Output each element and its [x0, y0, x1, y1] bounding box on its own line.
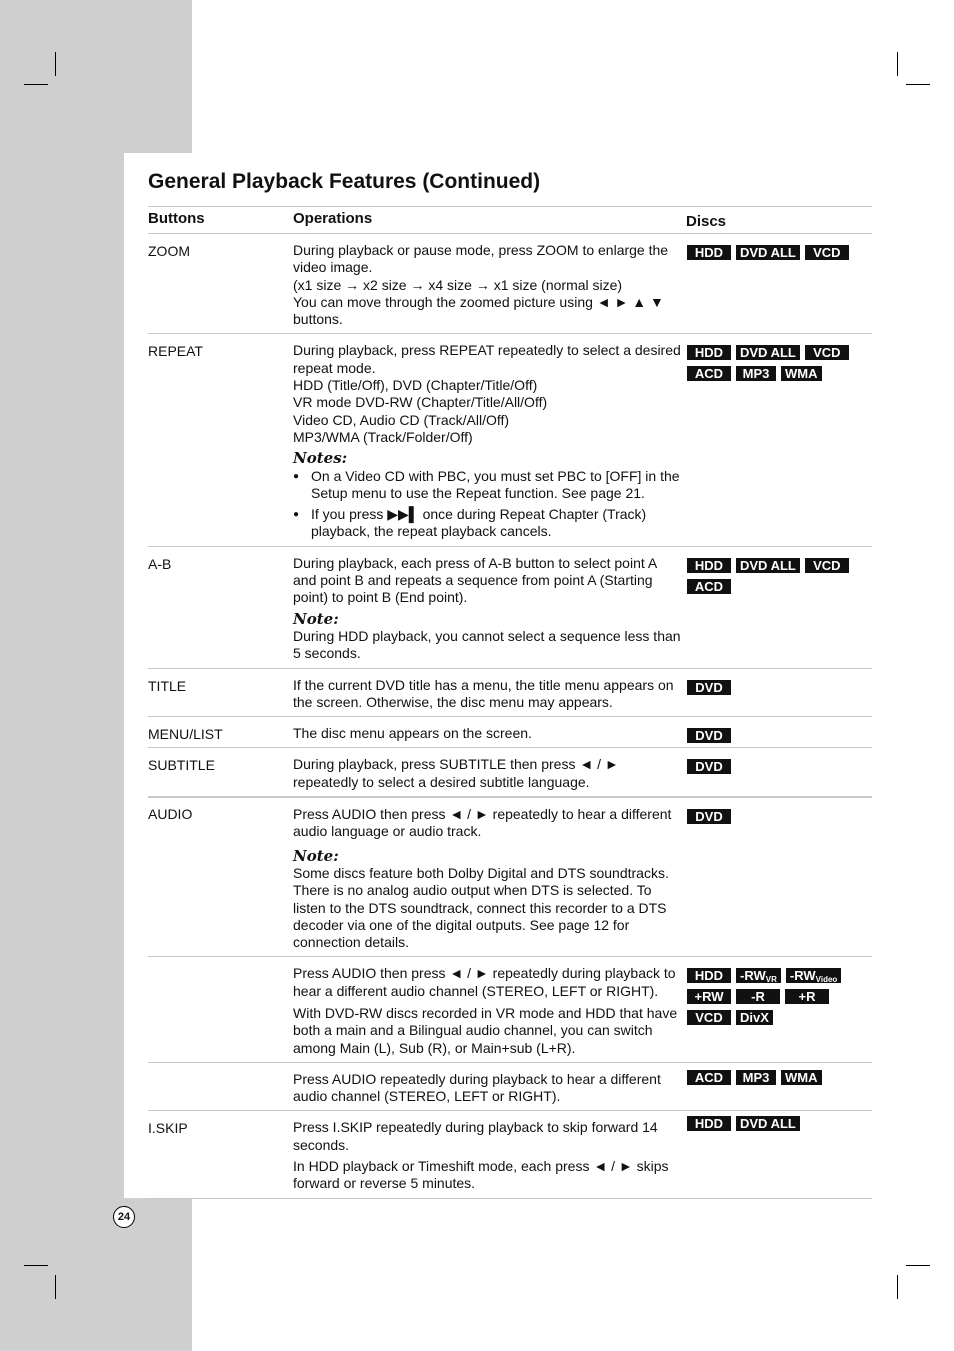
badge-subscript: Video	[815, 975, 838, 985]
disc-badges	[687, 558, 872, 600]
button-name: I.SKIP	[148, 1120, 188, 1137]
disc-badge-vcd: VCD	[687, 1010, 731, 1025]
operation-text: If the current DVD title has a menu, the title menu appears on the screen. Otherwise, the disc menu may appears.	[293, 676, 674, 710]
operation-cell	[293, 1111, 681, 1197]
crop-mark	[906, 1265, 930, 1266]
disc-badge: HDD	[687, 345, 731, 360]
header-discs: Discs	[686, 213, 727, 230]
button-name: ZOOM	[148, 243, 190, 259]
page-margin-left	[0, 153, 124, 1198]
table-row-ab	[148, 547, 872, 669]
note-heading: Note:	[293, 846, 339, 865]
operation-text: With DVD-RW discs recorded in VR mode and HDD that have both a main and a Bilingual audio channel, you can switch among Main (L), Sub (R), or Main+sub (L+R).	[293, 1004, 678, 1056]
disc-badge: WMA	[781, 1070, 822, 1085]
operation-cell	[293, 1063, 681, 1111]
disc-badge: ACD	[687, 579, 731, 594]
badge-subscript: VR	[765, 975, 777, 985]
disc-badge: WMA	[781, 366, 822, 381]
crop-mark	[897, 1275, 898, 1299]
page-margin-bottom	[0, 1198, 192, 1351]
badge-text: -RW	[789, 968, 816, 984]
disc-badges	[687, 680, 872, 701]
operation-text: MP3/WMA (Track/Folder/Off)	[293, 428, 473, 445]
disc-badge: DVD ALL	[736, 345, 800, 360]
operation-cell	[293, 748, 681, 796]
table-row-repeat	[148, 334, 872, 546]
operation-text: Press AUDIO repeatedly during playback to hear a different audio channel (STEREO, LEFT or RIGHT).	[293, 1070, 661, 1105]
audio-section-dvd	[148, 797, 872, 956]
disc-badge-rw-video	[786, 968, 841, 983]
button-name: SUBTITLE	[148, 757, 215, 774]
button-name: AUDIO	[148, 806, 193, 823]
operation-cell	[293, 798, 681, 956]
disc-badge: MP3	[736, 1070, 776, 1085]
operation-text: You can move through the zoomed picture using ◄ ► ▲ ▼ buttons.	[293, 293, 664, 328]
crop-mark	[906, 84, 930, 85]
crop-mark	[55, 52, 56, 76]
table-row-iskip	[148, 1111, 872, 1198]
operation-cell	[293, 669, 681, 717]
button-name: MENU/LIST	[148, 726, 223, 743]
operation-text: VR mode DVD-RW (Chapter/Title/All/Off)	[293, 394, 548, 411]
disc-badge: ACD	[687, 366, 731, 381]
disc-badge-plus-r: +R	[785, 989, 829, 1004]
disc-badges	[687, 968, 872, 1031]
page-number: 24	[113, 1206, 135, 1228]
disc-badge: ACD	[687, 1070, 731, 1085]
header-operations: Operations	[293, 210, 373, 227]
disc-badge-plus-rw: +RW	[687, 989, 731, 1004]
button-name: REPEAT	[148, 343, 203, 360]
note-text: During HDD playback, you cannot select a sequence less than 5 seconds.	[293, 627, 681, 662]
disc-badge: DVD ALL	[736, 1116, 800, 1131]
header-buttons: Buttons	[148, 210, 205, 227]
operation-cell	[293, 957, 681, 1061]
operation-cell	[293, 234, 681, 333]
notes-list	[293, 468, 681, 541]
crop-mark	[24, 84, 48, 85]
disc-badge: DVD ALL	[736, 558, 800, 573]
disc-badge: VCD	[805, 345, 849, 360]
operation-text: The disc menu appears on the screen.	[293, 725, 532, 742]
disc-badge-hdd: HDD	[687, 968, 731, 983]
disc-badges	[687, 728, 872, 749]
table-row-subtitle	[148, 748, 872, 797]
disc-badge: DVD ALL	[736, 245, 800, 260]
operation-text: Video CD, Audio CD (Track/All/Off)	[293, 411, 510, 428]
operation-text: During playback, each press of A-B button to select point A and point B and repeats a sequence from point A (Starting point) to point B (End point).	[293, 554, 657, 606]
table-header	[148, 207, 872, 234]
operation-text: During playback, press SUBTITLE then press ◄ / ► repeatedly to select a desired subtitle language.	[293, 756, 619, 790]
disc-badge: HDD	[687, 558, 731, 573]
page-title: General Playback Features (Continued)	[148, 170, 541, 193]
disc-badge: VCD	[805, 558, 849, 573]
disc-badge: DVD	[687, 680, 731, 695]
disc-badge: HDD	[687, 1116, 731, 1131]
button-name: A-B	[148, 555, 172, 572]
disc-badge-rw-vr	[736, 968, 781, 983]
table-row-title	[148, 669, 872, 718]
button-name: TITLE	[148, 677, 187, 694]
crop-mark	[897, 52, 898, 76]
audio-section-channel	[148, 956, 872, 1061]
disc-badge: DVD	[687, 759, 731, 774]
disc-badge-divx: DivX	[736, 1010, 773, 1025]
disc-badges	[687, 245, 872, 266]
operation-text: Press AUDIO then press ◄ / ► repeatedly during playback to hear a different audio channel (STEREO, LEFT or RIGHT).	[293, 965, 676, 999]
disc-badge: HDD	[687, 245, 731, 260]
disc-badges	[687, 809, 872, 830]
disc-badge: DVD	[687, 809, 731, 824]
crop-mark	[24, 1265, 48, 1266]
disc-badges	[687, 345, 872, 387]
operation-cell	[293, 334, 681, 545]
operation-text: HDD (Title/Off), DVD (Chapter/Title/Off)	[293, 377, 538, 394]
operation-text: (x1 size → x2 size → x4 size → x1 size (normal size)	[293, 276, 623, 293]
disc-badges	[687, 1116, 872, 1137]
operation-text: During playback, press REPEAT repeatedly to select a desired repeat mode.	[293, 342, 681, 376]
disc-badges	[687, 759, 872, 780]
disc-badges	[687, 1070, 872, 1091]
operation-text: During playback or pause mode, press ZOOM to enlarge the video image.	[293, 242, 669, 276]
operation-cell	[293, 717, 681, 747]
audio-section-acd	[148, 1062, 872, 1111]
note-item: ● On a Video CD with PBC, you must set PBC to [OFF] in the Setup menu to use the Repeat function. See page 21.	[293, 468, 681, 503]
table-row-zoom	[148, 234, 872, 334]
disc-badge: DVD	[687, 728, 731, 743]
disc-badge: VCD	[805, 245, 849, 260]
note-item: ● If you press ▶▶▌ once during Repeat Chapter (Track) playback, the repeat playback cancels.	[293, 506, 681, 541]
badge-text: -RW	[740, 968, 766, 984]
operation-cell	[293, 547, 681, 668]
disc-badge: MP3	[736, 366, 776, 381]
crop-mark	[55, 1275, 56, 1299]
table-row-audio	[148, 797, 872, 1111]
note-text: Some discs feature both Dolby Digital and DTS soundtracks. There is no analog audio output when DTS is selected. To listen to the DTS soundtrack, connect this recorder to a DTS decoder via one of the digital outputs. See page 12 for connection details.	[293, 864, 669, 951]
note-heading: Note:	[293, 609, 339, 628]
features-table	[148, 206, 872, 1199]
operation-text: Press AUDIO then press ◄ / ► repeatedly to hear a different audio language or audio track.	[293, 806, 672, 840]
operation-text: In HDD playback or Timeshift mode, each press ◄ / ► skips forward or reverse 5 minutes.	[293, 1158, 669, 1192]
notes-heading: Notes:	[293, 449, 348, 468]
page-margin-top	[0, 0, 192, 153]
table-row-menu-list	[148, 717, 872, 748]
disc-badge-minus-r: -R	[736, 989, 780, 1004]
operation-text: Press I.SKIP repeatedly during playback to skip forward 14 seconds.	[293, 1119, 658, 1153]
